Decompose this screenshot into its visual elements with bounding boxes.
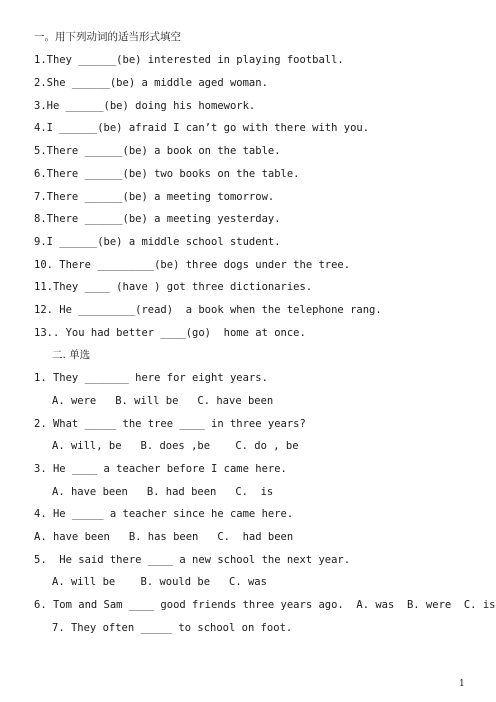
section-1-title: 一。用下列动词的适当形式填空	[34, 31, 181, 43]
mc-options-2: A. will, be B. does ,be C. do , be	[52, 440, 299, 452]
mc-options-1: A. were B. will be C. have been	[52, 395, 274, 407]
mc-options-3: A. have been B. had been C. is	[52, 486, 274, 498]
mc-options-5: A. will be B. would be C. was	[52, 576, 267, 588]
question-6: 6.There ______(be) two books on the table.	[34, 168, 300, 180]
question-10: 10. There _________(be) three dogs under the tree.	[34, 259, 351, 271]
question-3: 3.He ______(be) doing his homework.	[34, 100, 256, 112]
question-9: 9.I ______(be) a middle school student.	[34, 236, 281, 248]
mc-question-5: 5. He said there ____ a new school the next year.	[34, 554, 351, 566]
mc-question-2: 2. What _____ the tree ____ in three years?	[34, 418, 306, 430]
mc-question-4: 4. He _____ a teacher since he came here.	[34, 508, 294, 520]
mc-question-7: 7. They often _____ to school on foot.	[52, 622, 293, 634]
section-2-title: 二. 单选	[52, 349, 91, 361]
mc-question-1: 1. They _______ here for eight years.	[34, 372, 268, 384]
question-4: 4.I ______(be) afraid I can’t go with there with you.	[34, 122, 370, 134]
mc-question-3: 3. He ____ a teacher before I came here.	[34, 463, 287, 475]
question-12: 12. He _________(read) a book when the telephone rang.	[34, 304, 382, 316]
question-7: 7.There ______(be) a meeting tomorrow.	[34, 191, 275, 203]
question-8: 8.There ______(be) a meeting yesterday.	[34, 213, 281, 225]
question-5: 5.There ______(be) a book on the table.	[34, 145, 281, 157]
page-number: 1	[459, 679, 465, 689]
question-2: 2.She ______(be) a middle aged woman.	[34, 77, 268, 89]
mc-question-6: 6. Tom and Sam ____ good friends three years ago. A. was B. were C. is	[34, 599, 496, 611]
question-11: 11.They ____ (have ) got three dictionaries.	[34, 281, 313, 293]
mc-options-4: A. have been B. has been C. had been	[34, 531, 294, 543]
question-13: 13.. You had better ____(go) home at once.	[34, 327, 306, 339]
question-1: 1.They ______(be) interested in playing football.	[34, 54, 344, 66]
